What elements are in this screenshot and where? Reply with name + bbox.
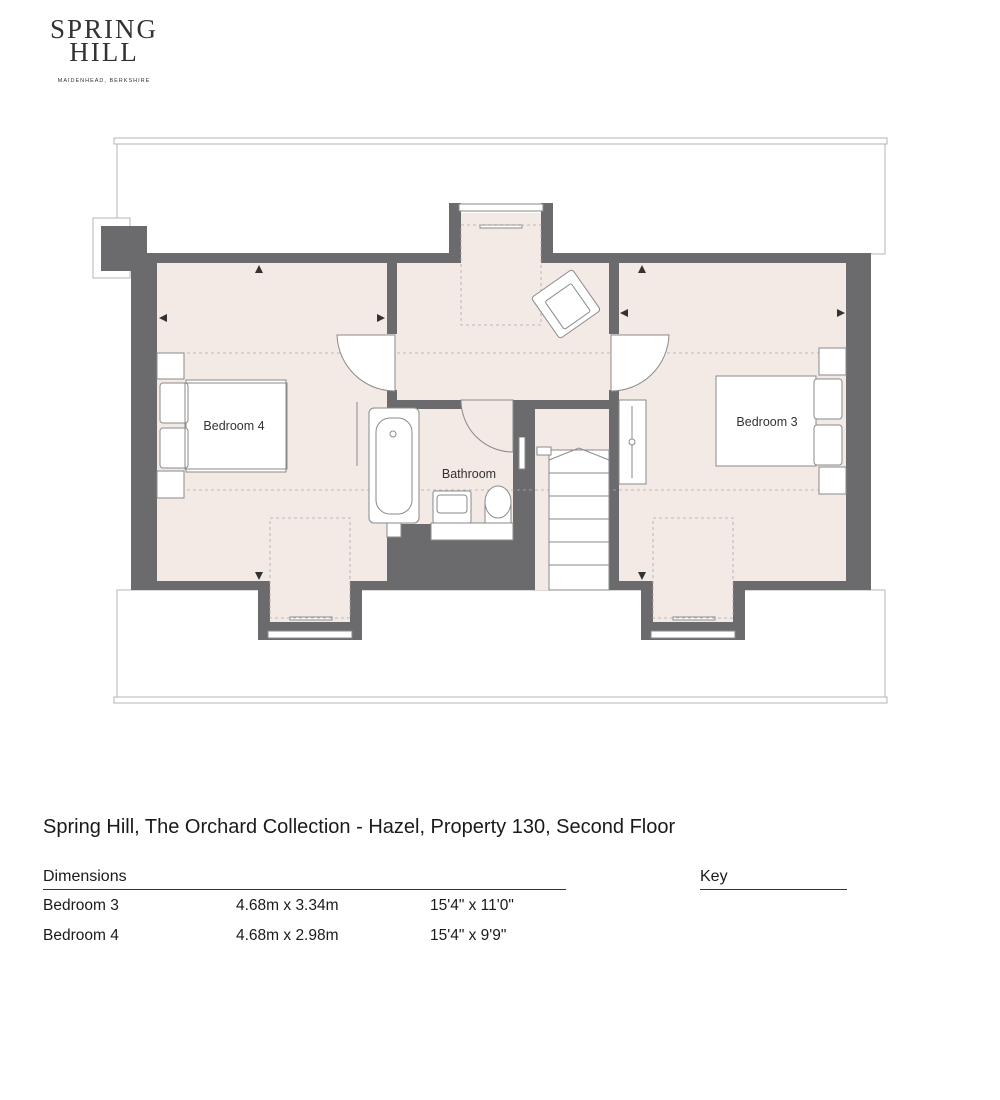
dimension-room: Bedroom 4 bbox=[43, 927, 119, 944]
dimension-metric: 4.68m x 3.34m bbox=[236, 897, 339, 914]
key-heading: Key bbox=[700, 868, 847, 890]
room-label-bathroom: Bathroom bbox=[441, 467, 497, 481]
dimension-metric: 4.68m x 2.98m bbox=[236, 927, 339, 944]
room-label-bedroom-3: Bedroom 3 bbox=[736, 415, 798, 429]
dimension-room: Bedroom 3 bbox=[43, 897, 119, 914]
dimensions-table bbox=[43, 868, 566, 950]
dimension-imperial: 15'4" x 11'0" bbox=[430, 897, 514, 914]
brand-name-line2: HILL bbox=[69, 37, 139, 67]
brand-name-line1: SPRING bbox=[49, 14, 159, 44]
plan-title: Spring Hill, The Orchard Collection - Hazel, Property 130, Second Floor bbox=[43, 816, 676, 838]
table-row bbox=[43, 920, 566, 950]
room-label-bedroom-4: Bedroom 4 bbox=[203, 419, 265, 433]
dimensions-heading: Dimensions bbox=[43, 868, 566, 890]
dimension-imperial: 15'4" x 9'9" bbox=[430, 927, 507, 944]
key-section bbox=[700, 868, 847, 890]
brand-location: MAIDENHEAD, BERKSHIRE bbox=[57, 78, 151, 84]
table-row bbox=[43, 890, 566, 920]
